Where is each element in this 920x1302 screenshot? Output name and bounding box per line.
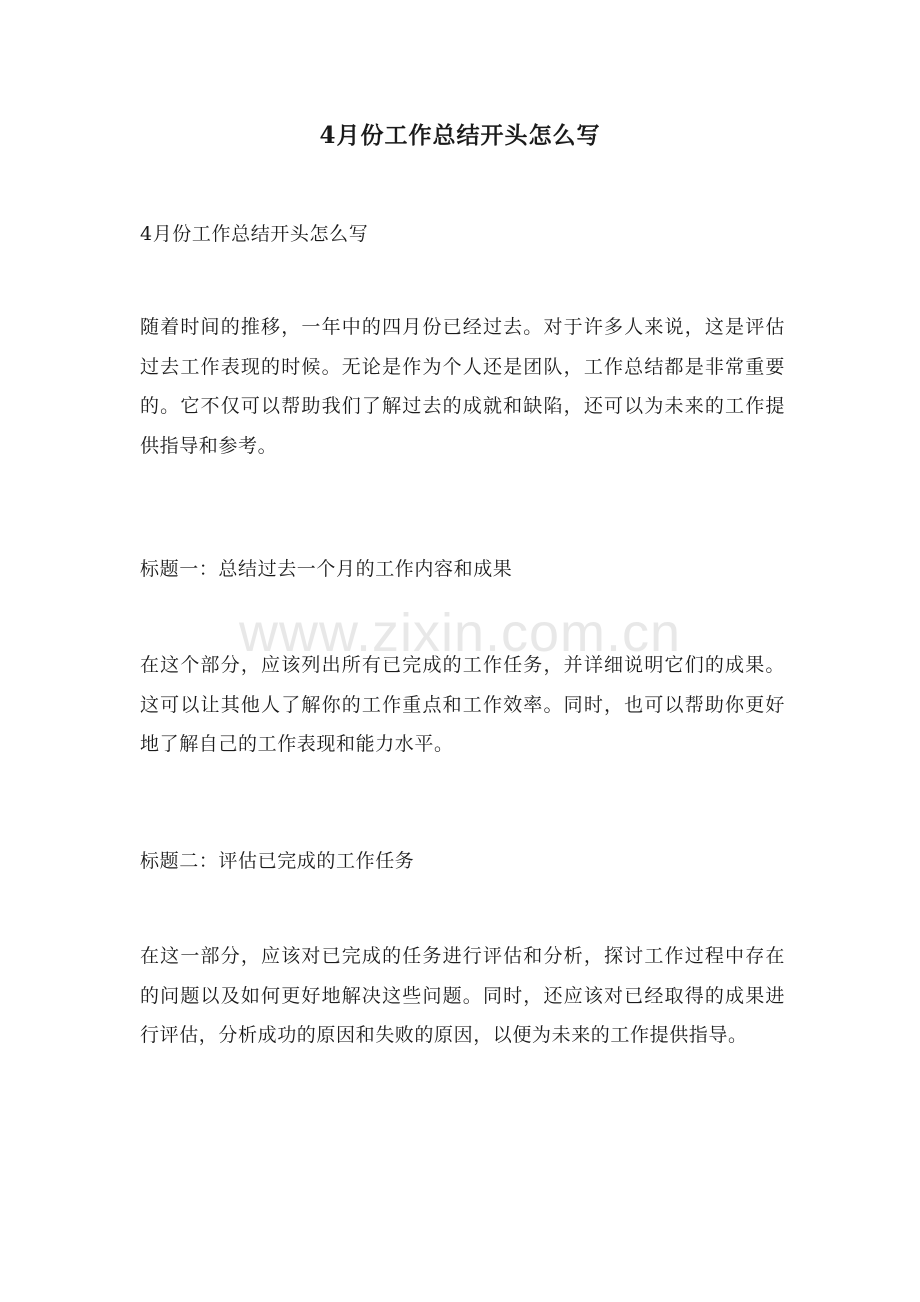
section2-heading: 标题二：评估已完成的工作任务 — [140, 850, 415, 872]
intro-paragraph: 随着时间的推移，一年中的四月份已经过去。对于许多人来说，这是评估过去工作表现的时候。无论是作为个人还是团队，工作总结都是非常重要的。它不仅可以帮助我们了解过去的成就和缺陷，还可以为未来的工作提供指导和参考。 — [140, 316, 785, 457]
document-title: 4月份工作总结开头怎么写 — [319, 122, 601, 149]
section1-paragraph: 在这个部分，应该列出所有已完成的工作任务，并详细说明它们的成果。这可以让其他人了解你的工作重点和工作效率。同时，也可以帮助你更好地了解自己的工作表现和能力水平。 — [140, 654, 785, 755]
watermark: www.zixin.com.cn — [238, 603, 682, 663]
section2-paragraph: 在这一部分，应该对已完成的任务进行评估和分析，探讨工作过程中存在的问题以及如何更好地解决这些问题。同时，还应该对已经取得的成果进行评估，分析成功的原因和失败的原因，以便为未来的工作提供指导。 — [140, 945, 785, 1046]
document-subtitle: 4月份工作总结开头怎么写 — [140, 223, 369, 245]
section1-heading: 标题一：总结过去一个月的工作内容和成果 — [140, 558, 513, 580]
